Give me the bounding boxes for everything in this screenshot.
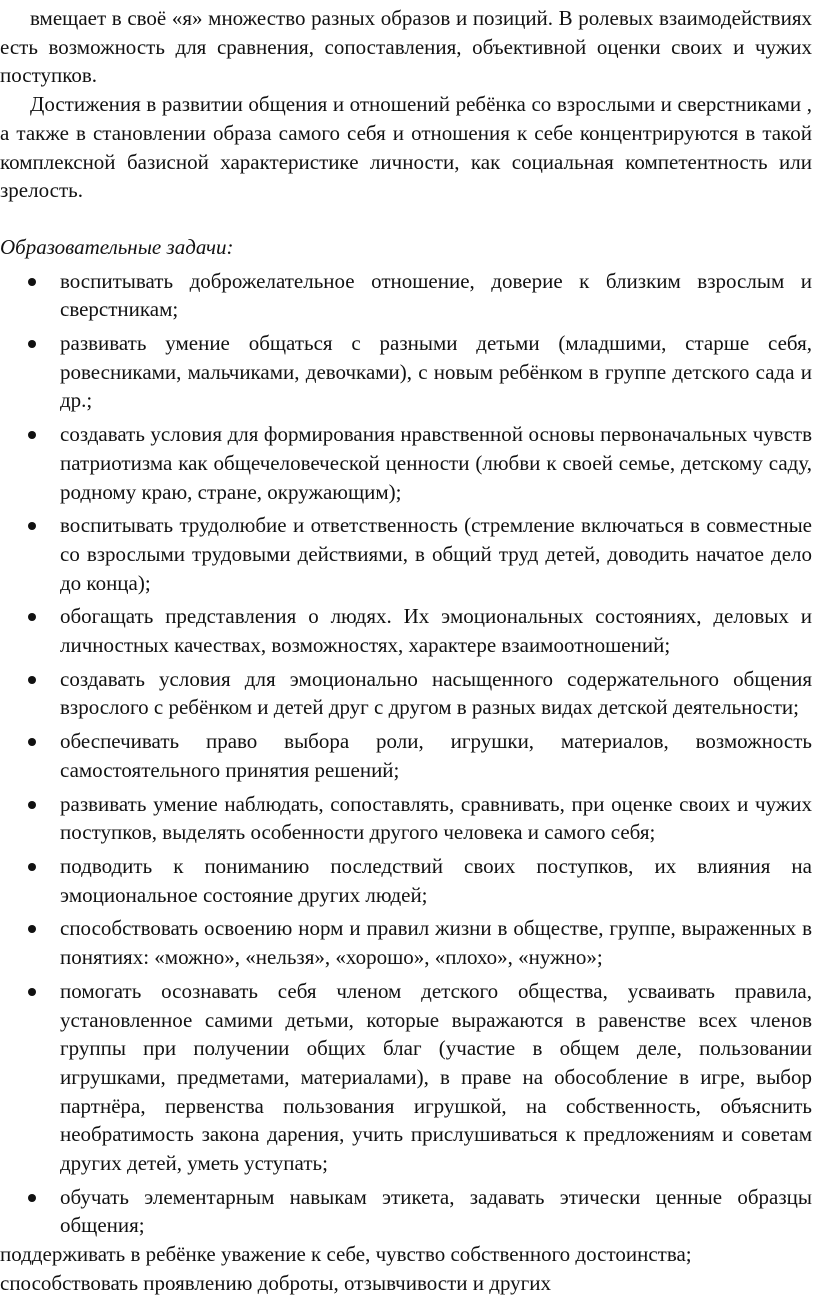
list-item (0, 329, 816, 415)
list-item-text: обучать элементарным навыкам этикета, задавать этически ценные образцы общения; (60, 1184, 812, 1238)
list-item (0, 790, 816, 847)
list-item (0, 602, 816, 659)
bullet-icon (28, 988, 36, 996)
list-item (0, 914, 816, 971)
bullet-icon (28, 801, 36, 809)
bullet-icon (28, 613, 36, 621)
list-item-text: развивать умение наблюдать, сопоставлять, сравнивать, при оценке своих и чужих поступков, выделять особенности другого человека и самого себя; (60, 791, 812, 845)
tasks-list (0, 267, 816, 1241)
list-item (0, 727, 816, 784)
list-item-text: создавать условия для формирования нравственной основы первоначальных чувств патриотизма как общечеловеческой ценности (любви к своей семье, детскому саду, родному краю, стране, окружающим); (60, 422, 812, 504)
bullet-icon (28, 925, 36, 933)
bullet-icon (28, 1194, 36, 1202)
bullet-icon (28, 522, 36, 530)
list-item-text: воспитывать доброжелательное отношение, доверие к близким взрослым и сверстникам; (60, 268, 812, 322)
list-item-text: помогать осознавать себя членом детского общества, усваивать правила, установленное самими детьми, которые выражаются в равенстве всех членов группы при получении общих благ (участие в общем деле, пользовании игрушками, предметами, материалами), в праве на обособление в игре, выбор партнёра, первенства пользования игрушкой, на собственность, объяснить необратимость закона дарения, учить прислушиваться к предложениям и советам других детей, уметь уступать; (60, 978, 812, 1176)
section-heading-educational-tasks: Образовательные задачи: (0, 234, 234, 259)
list-item-text: обогащать представления о людях. Их эмоциональных состояниях, деловых и личностных качествах, возможностях, характере взаимоотношений; (60, 604, 812, 658)
paragraph-roles: вмещает в своё «я» множество разных образов и позиций. В ролевых взаимодействиях есть возможность для сравнения, сопоставления, объективной оценки своих и чужих поступков. (0, 6, 812, 88)
list-item (0, 852, 816, 909)
paragraph-social-competence: Достижения в развитии общения и отношений ребёнка со взрослыми и сверстниками , а также в становлении образа самого себя и отношения к себе концентрируются в такой комплексной базисной характеристике личности, как социальная компетентность или зрелость. (0, 92, 812, 203)
bullet-icon (28, 676, 36, 684)
list-item (0, 267, 816, 324)
list-item-text: обеспечивать право выбора роли, игрушки, материалов, возможность самостоятельного принятия решений; (60, 729, 812, 782)
list-item (0, 511, 816, 597)
list-item-text: подводить к пониманию последствий своих поступков, их влияния на эмоциональное состояние других людей; (60, 853, 812, 907)
bullet-icon (28, 431, 36, 439)
list-item-text: развивать умение общаться с разными детьми (младшими, старше себя, ровесниками, мальчиками, девочками), с новым ребёнком в группе детского сада и др.; (60, 331, 812, 413)
bullet-icon (28, 738, 36, 746)
list-item-text: воспитывать трудолюбие и ответственность (стремление включаться в совместные со взрослыми трудовыми действиями, в общий труд детей, доводить начатое дело до конца); (60, 513, 812, 595)
tail-line-kindness: способствовать проявлению доброты, отзывчивости и других (0, 1270, 552, 1295)
tail-line-self-respect: поддерживать в ребёнке уважение к себе, чувство собственного достоинства; (0, 1242, 692, 1267)
list-item (0, 977, 816, 1178)
list-item-text: способствовать освоению норм и правил жизни в обществе, группе, выраженных в понятиях: «можно», «нельзя», «хорошо», «плохо», «нужно»; (60, 916, 812, 970)
bullet-icon (28, 278, 36, 286)
bullet-icon (28, 863, 36, 871)
bullet-icon (28, 340, 36, 348)
list-item-text: создавать условия для эмоционально насыщенного содержательного общения взрослого с ребёнком и детей друг с другом в разных видах детской деятельности; (60, 666, 812, 720)
list-item (0, 1183, 816, 1240)
list-item (0, 665, 816, 722)
list-item (0, 420, 816, 506)
